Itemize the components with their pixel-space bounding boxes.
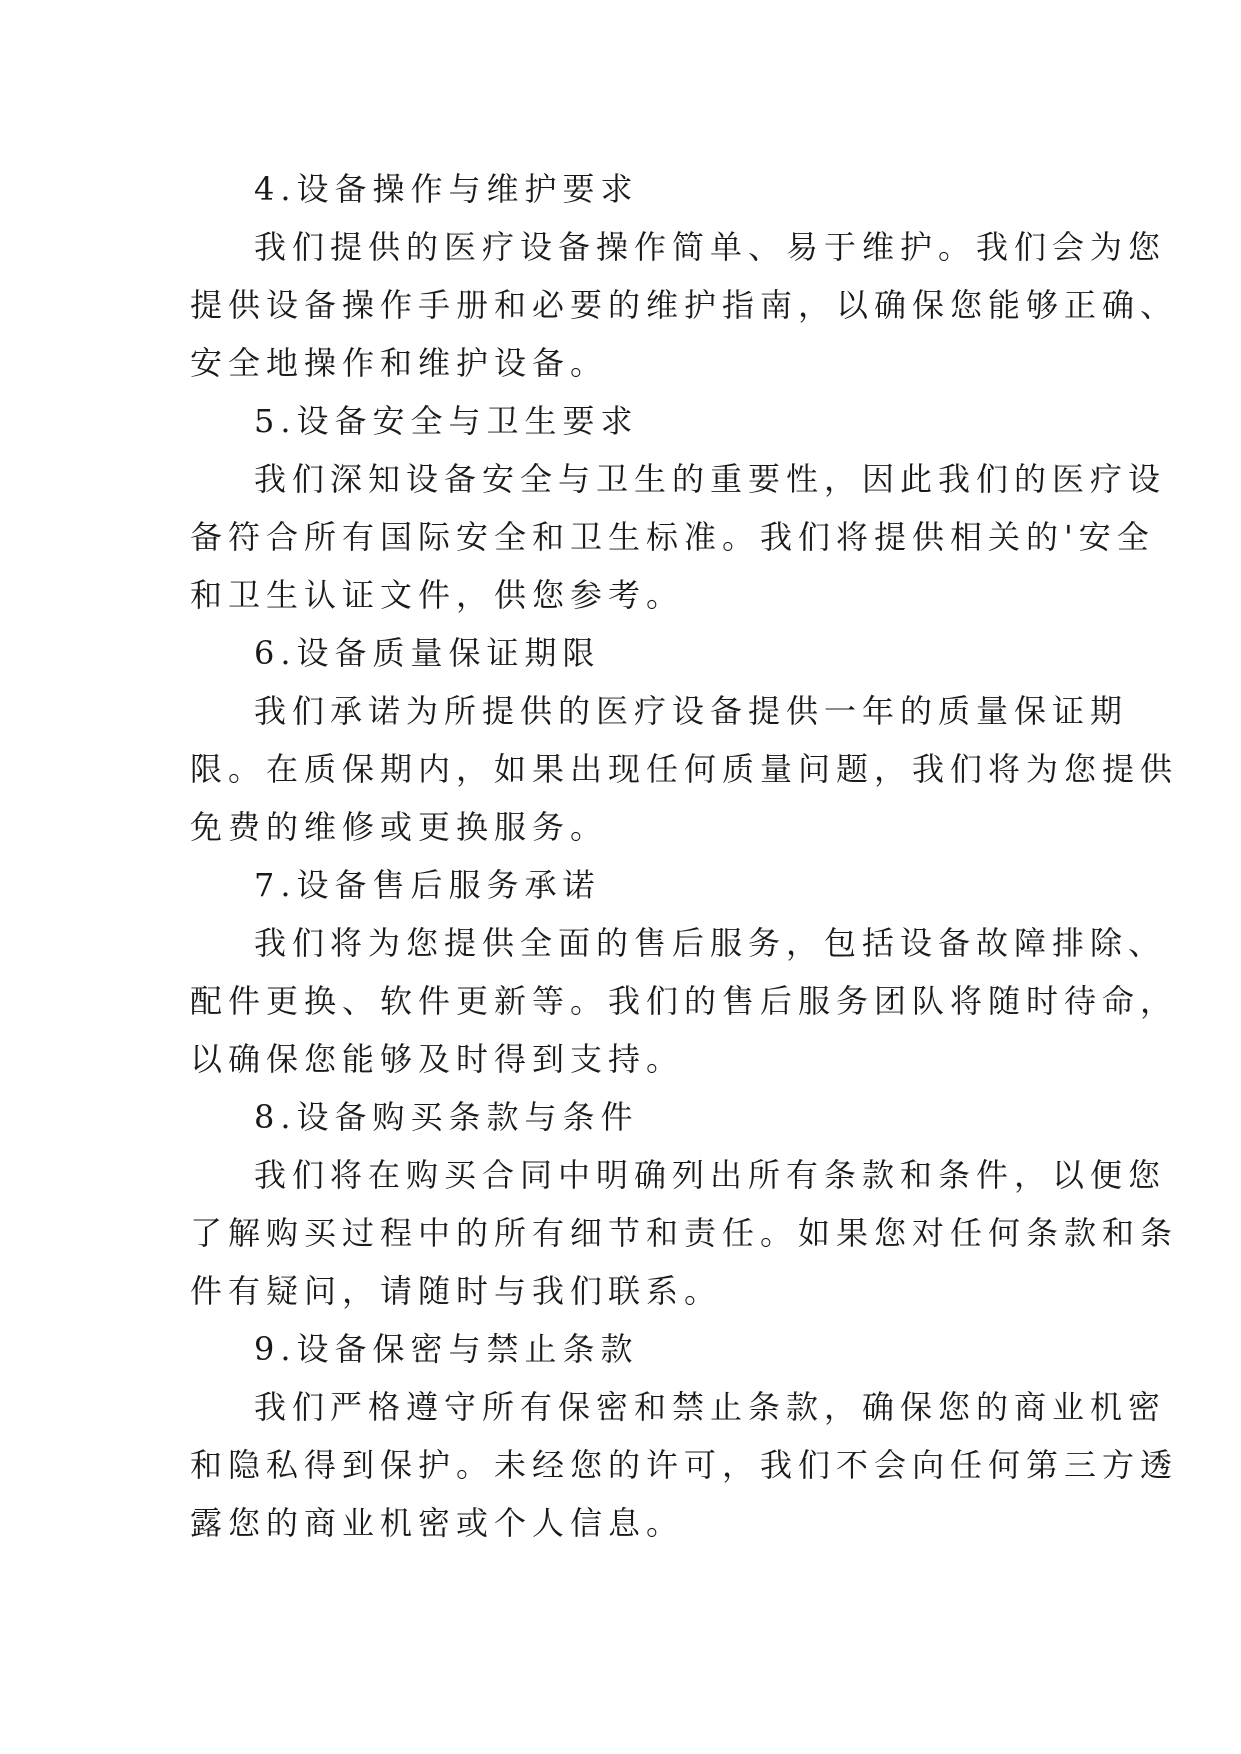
paragraph-line: 和卫生认证文件，供您参考。 [190,576,685,614]
section-heading: 8.设备购买条款与条件 [254,1098,639,1136]
paragraph-line: 免费的维修或更换服务。 [190,808,609,846]
section-heading: 5.设备安全与卫生要求 [254,402,639,440]
section-8 [190,1088,1179,1320]
section-heading: 6.设备质量保证期限 [254,634,601,672]
section-4 [190,160,1179,392]
paragraph-line: 和隐私得到保护。未经您的许可，我们不会向任何第三方透 [190,1446,1179,1484]
paragraph-line: 我们深知设备安全与卫生的重要性，因此我们的医疗设 [254,460,1167,498]
document-body [190,160,1179,1552]
section-5 [190,392,1167,624]
paragraph-line: 了解购买过程中的所有细节和责任。如果您对任何条款和条 [190,1214,1179,1252]
paragraph-line: 限。在质保期内，如果出现任何质量问题，我们将为您提供 [190,750,1179,788]
paragraph-line: 以确保您能够及时得到支持。 [190,1040,685,1078]
paragraph-line: 我们将在购买合同中明确列出所有条款和条件，以便您 [254,1156,1167,1194]
paragraph-line: 露您的商业机密或个人信息。 [190,1504,685,1542]
paragraph-line: 我们承诺为所提供的医疗设备提供一年的质量保证期 [254,692,1129,730]
section-heading: 4.设备操作与维护要求 [254,170,639,208]
section-heading: 9.设备保密与禁止条款 [254,1330,639,1368]
section-9 [190,1320,1179,1552]
paragraph-line: 提供设备操作手册和必要的维护指南，以确保您能够正确、 [190,286,1179,324]
paragraph-line: 安全地操作和维护设备。 [190,344,609,382]
section-heading: 7.设备售后服务承诺 [254,866,601,904]
paragraph-line: 件有疑问，请随时与我们联系。 [190,1272,723,1310]
section-6 [190,624,1179,856]
paragraph-line: 备符合所有国际安全和卫生标准。我们将提供相关的'安全 [190,518,1155,556]
paragraph-line: 我们严格遵守所有保密和禁止条款，确保您的商业机密 [254,1388,1167,1426]
section-7 [190,856,1179,1088]
paragraph-line: 配件更换、软件更新等。我们的售后服务团队将随时待命， [190,982,1179,1020]
paragraph-line: 我们将为您提供全面的售后服务，包括设备故障排除、 [254,924,1167,962]
paragraph-line: 我们提供的医疗设备操作简单、易于维护。我们会为您 [254,228,1167,266]
